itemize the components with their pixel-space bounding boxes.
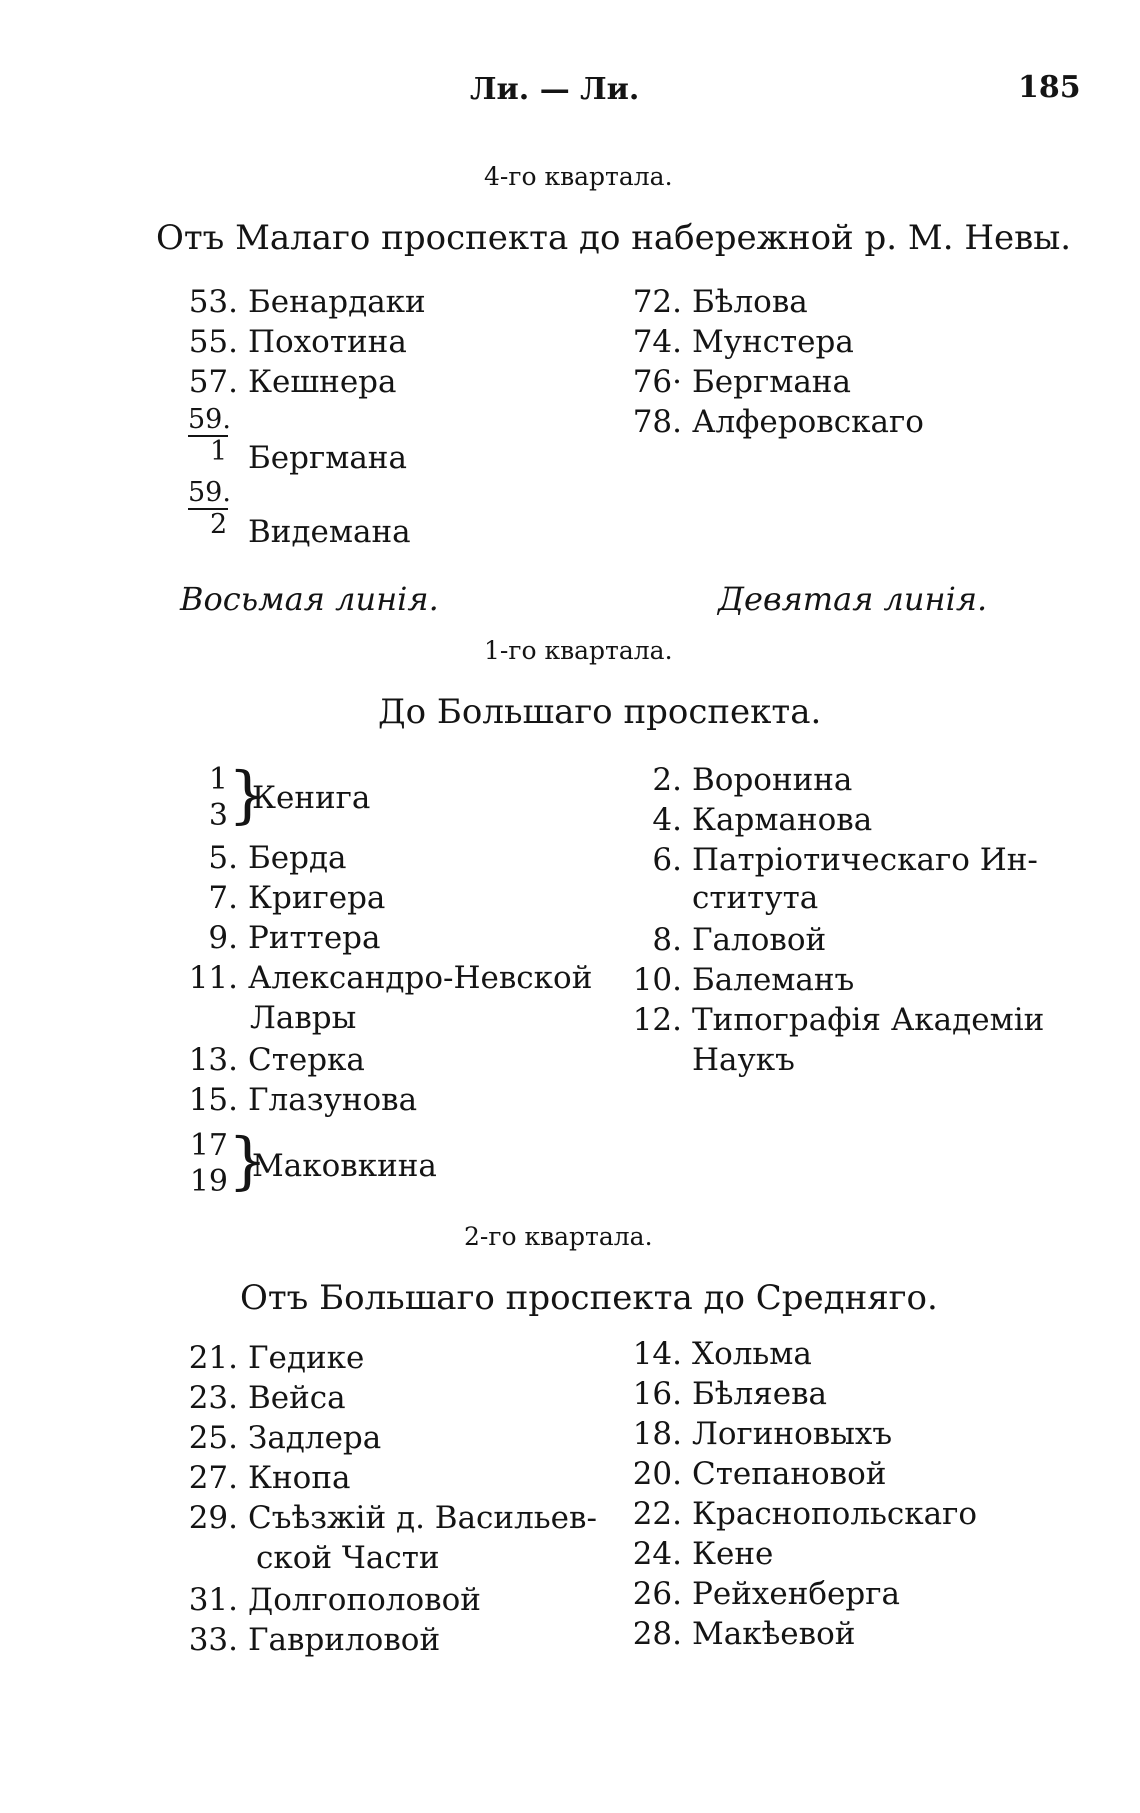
owner-name: Кригера <box>248 880 386 916</box>
entry-continuation: Лавры <box>250 1000 357 1036</box>
owner-name: Кенига <box>252 780 371 816</box>
house-number: 26. <box>632 1576 682 1612</box>
brace-numbers-bottom <box>186 1128 228 1200</box>
owner-name: Кешнера <box>248 364 397 400</box>
list-item <box>626 1574 900 1614</box>
quarter-heading-1: 4-го квартала. <box>484 162 673 191</box>
house-number: 1 <box>208 762 228 797</box>
list-item <box>182 362 397 402</box>
owner-name: Мунстера <box>692 324 854 360</box>
list-item <box>182 1498 597 1538</box>
house-number: 28. <box>632 1616 682 1652</box>
owner-name: Хольма <box>692 1336 812 1372</box>
house-number: 4. <box>652 802 682 838</box>
owner-name: Глазунова <box>248 1082 418 1118</box>
house-number: 15. <box>188 1082 238 1118</box>
owner-name: Гедике <box>248 1340 365 1376</box>
owner-name: Бергмана <box>692 364 851 400</box>
running-head <box>470 72 639 107</box>
section-heading-3: Отъ Большаго проспекта до Средняго. <box>240 1278 938 1318</box>
brace-symbol: } <box>228 758 268 831</box>
house-number: 72. <box>632 284 682 320</box>
list-item <box>626 1000 1044 1040</box>
owner-name: Вейса <box>248 1380 346 1416</box>
brace-symbol: } <box>228 1124 268 1197</box>
list-item <box>182 1620 440 1660</box>
fraction-number-1 <box>188 405 231 467</box>
list-item <box>182 1338 364 1378</box>
brace-numbers-top <box>206 762 228 834</box>
owner-name: Степановой <box>692 1456 887 1492</box>
owner-name: Кене <box>692 1536 774 1572</box>
list-item <box>252 778 370 818</box>
list-item <box>626 920 826 960</box>
list-item <box>626 760 852 800</box>
entry-continuation: Наукъ <box>692 1042 795 1078</box>
section-heading-2: До Большаго проспекта. <box>378 692 822 732</box>
owner-name: Видемана <box>248 514 411 550</box>
house-number: 8. <box>652 922 682 958</box>
list-item <box>626 840 1038 880</box>
house-number: 22. <box>632 1496 682 1532</box>
list-item <box>182 1378 346 1418</box>
owner-name: Кнопа <box>248 1460 351 1496</box>
owner-name: Бѣляева <box>692 1376 828 1412</box>
house-number: 33. <box>188 1622 238 1658</box>
house-number: 53. <box>188 284 238 320</box>
list-item <box>626 1374 827 1414</box>
owner-name: Бергмана <box>248 440 407 476</box>
house-number: 21. <box>188 1340 238 1376</box>
owner-name: Воронина <box>692 762 853 798</box>
line-title-eighth: Восьмая линія. <box>180 580 439 618</box>
page-number: 185 <box>1018 70 1081 105</box>
owner-name: Похотина <box>248 324 407 360</box>
list-item <box>626 800 872 840</box>
house-number: 17 <box>189 1128 228 1163</box>
list-item <box>626 1454 886 1494</box>
owner-name: Бенардаки <box>248 284 426 320</box>
owner-name: Маковкина <box>252 1148 437 1184</box>
list-item <box>248 438 407 478</box>
list-item <box>626 322 854 362</box>
quarter-heading-3: 2-го квартала. <box>464 1222 653 1251</box>
running-head-dash: — <box>539 72 570 107</box>
fraction-top: 59. <box>188 404 231 435</box>
line-title-ninth: Девятая линія. <box>718 580 988 618</box>
owner-name: Рейхенберга <box>692 1576 900 1612</box>
list-item <box>252 1146 437 1186</box>
house-number: 31. <box>188 1582 238 1618</box>
house-number: 12. <box>632 1002 682 1038</box>
house-number: 10. <box>632 962 682 998</box>
house-number: 29. <box>188 1500 238 1536</box>
list-item <box>182 1418 381 1458</box>
house-number: 27. <box>188 1460 238 1496</box>
owner-name: Карманова <box>692 802 873 838</box>
list-item <box>182 1458 350 1498</box>
house-number: 3 <box>208 798 228 833</box>
owner-name: Макѣевой <box>692 1616 856 1652</box>
running-head-left: Ли. <box>470 72 530 107</box>
entry-continuation: ститута <box>692 880 819 916</box>
owner-name: Берда <box>248 840 347 876</box>
owner-name: Патріотическаго Ин- <box>692 842 1038 878</box>
owner-name: Алферовскаго <box>692 404 924 440</box>
list-item <box>248 512 411 552</box>
house-number: 13. <box>188 1042 238 1078</box>
fraction-bottom: 2 <box>210 509 228 540</box>
list-item <box>626 1534 773 1574</box>
owner-name: Типографія Академіи <box>692 1002 1045 1038</box>
house-number: 16. <box>632 1376 682 1412</box>
owner-name: Долгополовой <box>248 1582 481 1618</box>
list-item <box>182 322 407 362</box>
house-number: 76· <box>632 364 682 400</box>
fraction-top: 59. <box>188 477 231 508</box>
list-item <box>182 282 426 322</box>
fraction-number-2 <box>188 478 231 540</box>
owner-name: Балеманъ <box>692 962 855 998</box>
owner-name: Галовой <box>692 922 827 958</box>
list-item <box>626 1414 892 1454</box>
house-number: 7. <box>208 880 238 916</box>
list-item <box>626 282 808 322</box>
list-item <box>182 878 385 918</box>
house-number: 23. <box>188 1380 238 1416</box>
house-number: 24. <box>632 1536 682 1572</box>
list-item <box>626 960 854 1000</box>
section-heading-1: Отъ Малаго проспекта до набережной р. М. Невы. <box>156 218 1072 258</box>
house-number: 19 <box>189 1164 228 1199</box>
list-item <box>626 402 924 442</box>
list-item <box>626 1614 855 1654</box>
house-number: 57. <box>188 364 238 400</box>
list-item <box>626 362 851 402</box>
list-item <box>182 958 592 998</box>
owner-name: Логиновыхъ <box>692 1416 893 1452</box>
running-head-right: Ли. <box>580 72 640 107</box>
list-item <box>182 838 347 878</box>
house-number: 6. <box>652 842 682 878</box>
list-item <box>182 1040 365 1080</box>
house-number: 14. <box>632 1336 682 1372</box>
house-number: 20. <box>632 1456 682 1492</box>
owner-name: Александро-Невской <box>248 960 593 996</box>
list-item <box>626 1334 812 1374</box>
owner-name: Гавриловой <box>248 1622 441 1658</box>
owner-name: Съѣзжій д. Васильев- <box>248 1500 597 1536</box>
house-number: 5. <box>208 840 238 876</box>
list-item <box>182 1580 481 1620</box>
fraction-bottom: 1 <box>210 436 228 467</box>
entry-continuation: ской Части <box>256 1540 440 1576</box>
house-number: 25. <box>188 1420 238 1456</box>
house-number: 2. <box>652 762 682 798</box>
house-number: 18. <box>632 1416 682 1452</box>
owner-name: Риттера <box>248 920 381 956</box>
owner-name: Краснопольскаго <box>692 1496 978 1532</box>
owner-name: Задлера <box>248 1420 382 1456</box>
list-item <box>182 918 381 958</box>
house-number: 9. <box>208 920 238 956</box>
house-number: 55. <box>188 324 238 360</box>
house-number: 78. <box>632 404 682 440</box>
list-item <box>182 1080 417 1120</box>
owner-name: Стерка <box>248 1042 365 1078</box>
quarter-heading-2: 1-го квартала. <box>484 636 673 665</box>
list-item <box>626 1494 977 1534</box>
house-number: 11. <box>188 960 238 996</box>
owner-name: Бѣлова <box>692 284 808 320</box>
house-number: 74. <box>632 324 682 360</box>
